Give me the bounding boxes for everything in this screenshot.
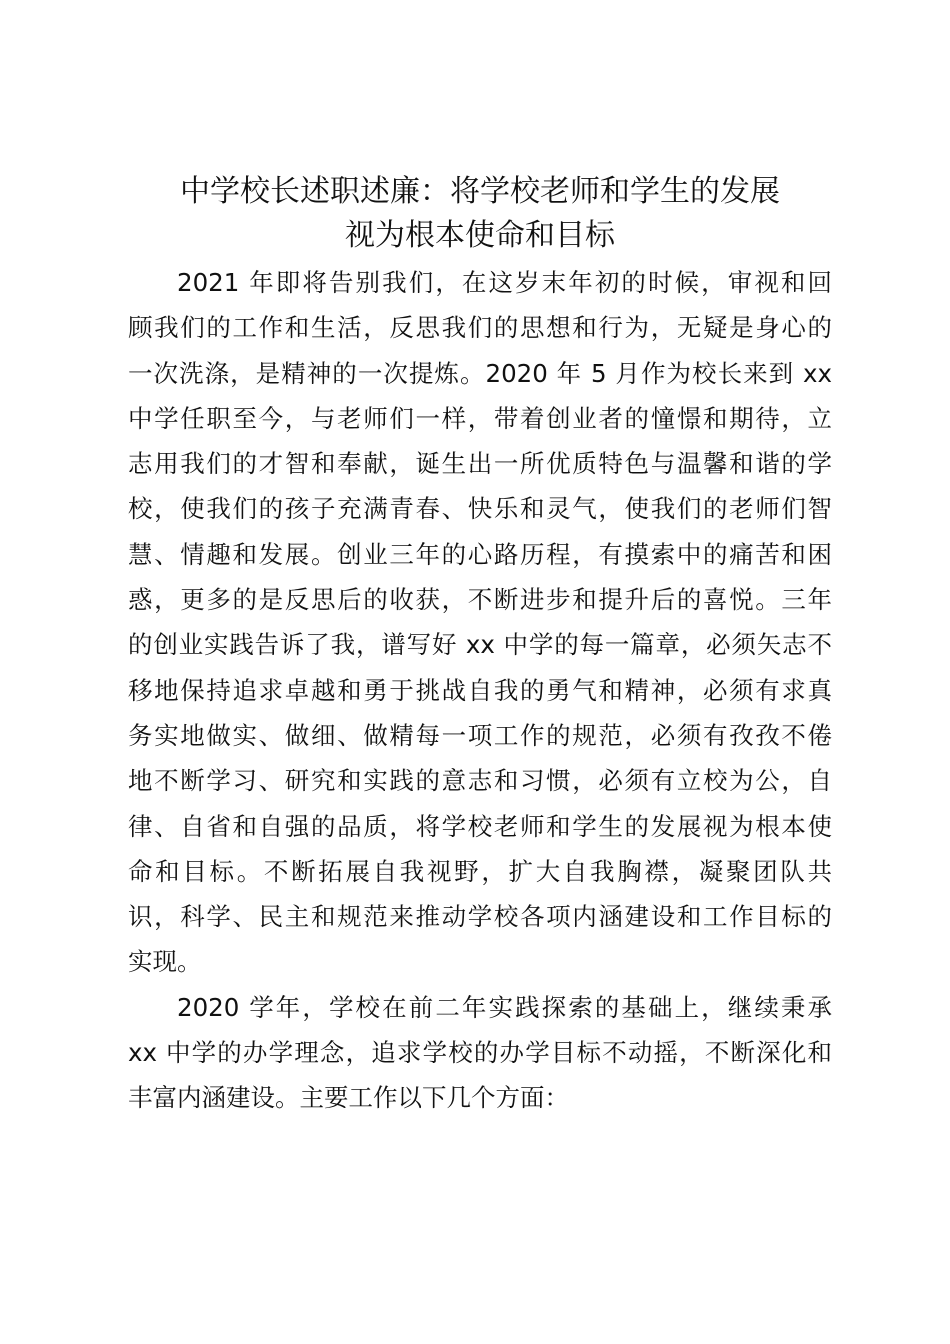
paragraph-line: 移地保持追求卓越和勇于挑战自我的勇气和精神，必须有求真: [128, 675, 832, 705]
paragraph-line: 顾我们的工作和生活，反思我们的思想和行为，无疑是身心的: [128, 313, 832, 343]
paragraph-line: 中学任职至今，与老师们一样，带着创业者的憧憬和期待，立: [128, 403, 832, 433]
document-title: [128, 170, 832, 258]
paragraph-line: 实现。: [128, 947, 202, 977]
paragraph-line: 2021 年即将告别我们，在这岁末年初的时候，审视和回: [177, 268, 832, 297]
title-line: 视为根本使命和目标: [345, 218, 615, 253]
paragraph-line: 丰富内涵建设。主要工作以下几个方面：: [128, 1083, 569, 1113]
paragraph-line: xx 中学的办学理念，追求学校的办学目标不动摇，不断深化和: [128, 1038, 832, 1068]
document-page: [128, 170, 832, 1121]
paragraph-line: 一次洗涤，是精神的一次提炼。2020 年 5 月作为校长来到 xx: [128, 358, 832, 388]
paragraph-intro: [128, 260, 832, 985]
paragraph-line: 律、自省和自强的品质，将学校老师和学生的发展视为根本使: [128, 811, 832, 841]
paragraph-line: 志用我们的才智和奉献，诞生出一所优质特色与温馨和谐的学: [128, 449, 832, 479]
paragraph-line: 惑，更多的是反思后的收获，不断进步和提升后的喜悦。三年: [128, 585, 832, 615]
paragraph-line: 的创业实践告诉了我，谱写好 xx 中学的每一篇章，必须矢志不: [128, 630, 832, 660]
paragraph-line: 校，使我们的孩子充满青春、快乐和灵气，使我们的老师们智: [128, 494, 832, 524]
paragraph-overview: [128, 985, 832, 1121]
paragraph-line: 识，科学、民主和规范来推动学校各项内涵建设和工作目标的: [128, 902, 832, 932]
paragraph-line: 命和目标。不断拓展自我视野，扩大自我胸襟，凝聚团队共: [128, 856, 832, 886]
paragraph-line: 慧、情趣和发展。创业三年的心路历程，有摸索中的痛苦和困: [128, 539, 832, 569]
title-line: 中学校长述职述廉：将学校老师和学生的发展: [180, 174, 780, 209]
paragraph-line: 务实地做实、做细、做精每一项工作的规范，必须有孜孜不倦: [128, 720, 832, 750]
paragraph-line: 地不断学习、研究和实践的意志和习惯，必须有立校为公，自: [128, 766, 832, 796]
paragraph-line: 2020 学年，学校在前二年实践探索的基础上，继续秉承: [177, 992, 832, 1022]
